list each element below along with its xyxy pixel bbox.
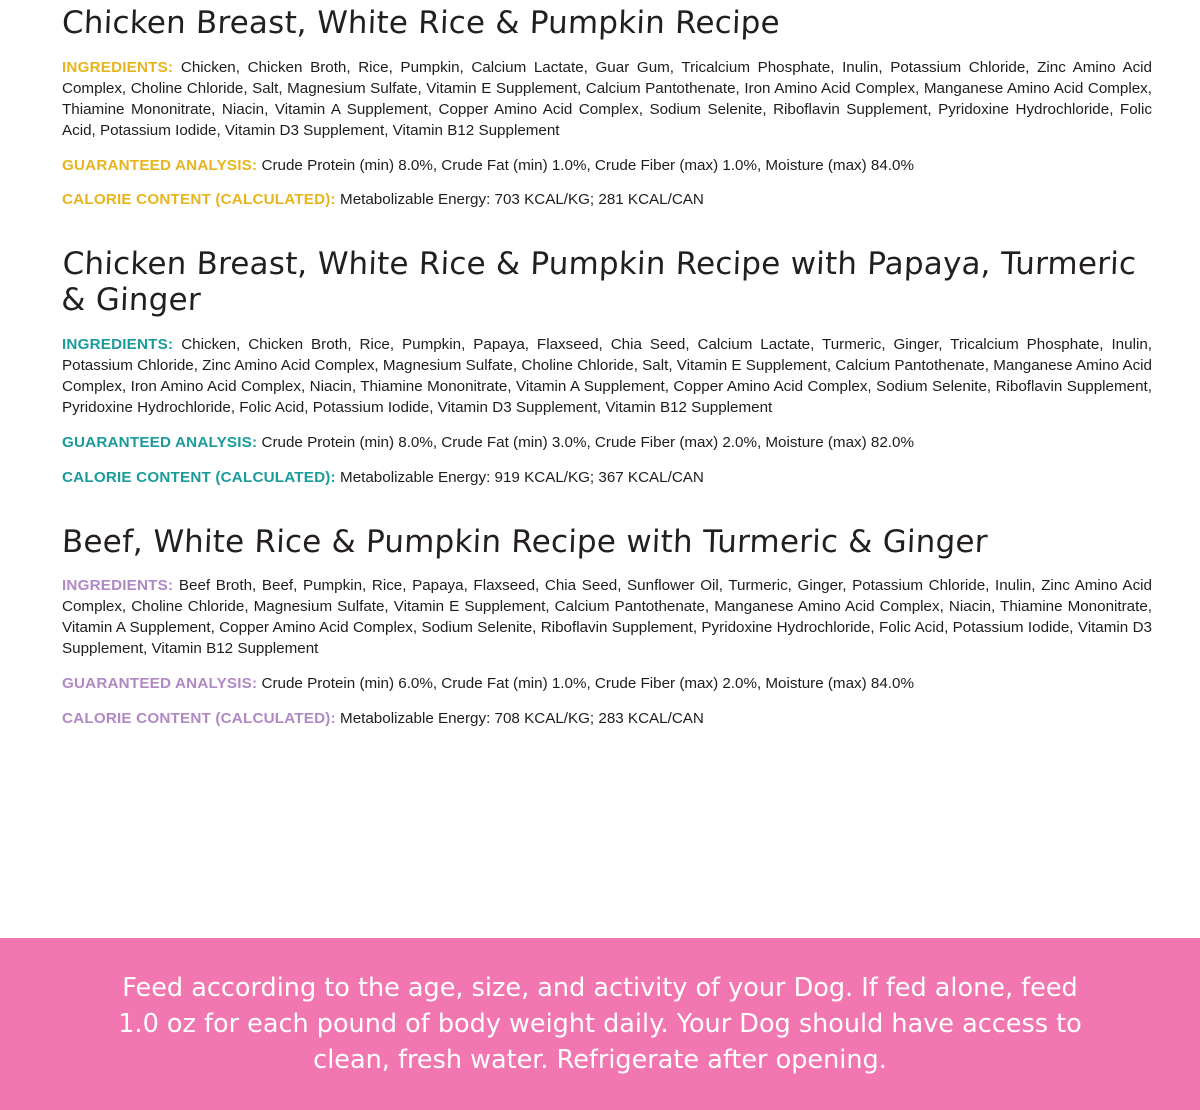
recipe-section-3 (62, 525, 1152, 730)
calorie-content-label: CALORIE CONTENT (CALCULATED): (62, 710, 336, 728)
ingredients-block (62, 576, 1152, 660)
calorie-content-block (62, 190, 1152, 211)
section-spacer (62, 225, 1152, 247)
recipe-title: Beef, White Rice & Pumpkin Recipe with Turmeric & Ginger (61, 523, 989, 560)
calorie-content-text: Metabolizable Energy: 703 KCAL/KG; 281 KCAL/CAN (340, 191, 704, 209)
ingredients-text: Chicken, Chicken Broth, Rice, Pumpkin, Papaya, Flaxseed, Chia Seed, Calcium Lactate, Turmeric, Ginger, Tricalcium Phosphate, Inulin, Potassium Chloride, Zinc Amino Acid Complex, Magnesium Sulfate, Choline Chloride, Salt, Vitamin E Supplement, Calcium Pantothenate, Manganese Amino Acid Complex, Iron Amino Acid Complex, Niacin, Thiamine Mononitrate, Vitamin A Supplement, Copper Amino Acid Complex, Sodium Selenite, Riboflavin Supplement, Pyridoxine Hydrochloride, Folic Acid, Potassium Iodide, Vitamin D3 Supplement, Vitamin B12 Supplement (62, 335, 1152, 416)
guaranteed-analysis-block (62, 156, 1152, 177)
calorie-content-label: CALORIE CONTENT (CALCULATED): (62, 191, 336, 209)
guaranteed-analysis-text: Crude Protein (min) 8.0%, Crude Fat (min) 3.0%, Crude Fiber (max) 2.0%, Moisture (max) 82.0% (261, 433, 914, 451)
calorie-content-text: Metabolizable Energy: 708 KCAL/KG; 283 KCAL/CAN (340, 710, 704, 728)
ingredients-block (62, 335, 1152, 419)
section-spacer (62, 503, 1152, 525)
calorie-content-text: Metabolizable Energy: 919 KCAL/KG; 367 KCAL/CAN (340, 468, 704, 486)
recipe-section-2 (62, 247, 1152, 488)
calorie-content-block (62, 468, 1152, 489)
ingredients-text: Chicken, Chicken Broth, Rice, Pumpkin, Calcium Lactate, Guar Gum, Tricalcium Phosphate, Inulin, Potassium Chloride, Zinc Amino Acid Complex, Choline Chloride, Salt, Magnesium Sulfate, Vitamin E Supplement, Calcium Pantothenate, Iron Amino Acid Complex, Manganese Amino Acid Complex, Thiamine Mononitrate, Niacin, Vitamin A Supplement, Copper Amino Acid Complex, Sodium Selenite, Riboflavin Supplement, Pyridoxine Hydrochloride, Folic Acid, Potassium Iodide, Vitamin D3 Supplement, Vitamin B12 Supplement (62, 58, 1152, 139)
ingredients-label: INGREDIENTS: (62, 335, 174, 353)
recipe-section-1 (62, 6, 1152, 211)
guaranteed-analysis-block (62, 433, 1152, 454)
calorie-content-block (62, 709, 1152, 730)
ingredients-block (62, 58, 1152, 142)
guaranteed-analysis-text: Crude Protein (min) 8.0%, Crude Fat (min) 1.0%, Crude Fiber (max) 1.0%, Moisture (max) 84.0% (261, 156, 914, 174)
guaranteed-analysis-label: GUARANTEED ANALYSIS: (62, 675, 258, 693)
guaranteed-analysis-text: Crude Protein (min) 6.0%, Crude Fat (min) 1.0%, Crude Fiber (max) 2.0%, Moisture (max) 84.0% (261, 675, 914, 693)
ingredients-label: INGREDIENTS: (62, 58, 174, 76)
recipe-title: Chicken Breast, White Rice & Pumpkin Recipe with Papaya, Turmeric & Ginger (60, 246, 1137, 319)
guaranteed-analysis-block (62, 674, 1152, 695)
guaranteed-analysis-label: GUARANTEED ANALYSIS: (62, 156, 258, 174)
ingredients-text: Beef Broth, Beef, Pumpkin, Rice, Papaya, Flaxseed, Chia Seed, Sunflower Oil, Turmeric, Ginger, Potassium Chloride, Inulin, Zinc Amino Acid Complex, Choline Chloride, Magnesium Sulfate, Vitamin E Supplement, Calcium Pantothenate, Manganese Amino Acid Complex, Niacin, Thiamine Mononitrate, Vitamin A Supplement, Copper Amino Acid Complex, Sodium Selenite, Riboflavin Supplement, Pyridoxine Hydrochloride, Folic Acid, Potassium Iodide, Vitamin D3 Supplement, Vitamin B12 Supplement (62, 577, 1152, 658)
feeding-instructions-text: Feed according to the age, size, and activity of your Dog. If fed alone, feed 1.0 oz for each pound of body weight daily. Your Dog should have access to clean, fresh water. Refrigerate after opening. (118, 972, 1082, 1076)
ingredients-label: INGREDIENTS: (62, 577, 174, 595)
feeding-instructions-banner (0, 938, 1200, 1110)
guaranteed-analysis-label: GUARANTEED ANALYSIS: (62, 433, 258, 451)
recipe-title: Chicken Breast, White Rice & Pumpkin Recipe (61, 5, 781, 41)
calorie-content-label: CALORIE CONTENT (CALCULATED): (62, 468, 336, 486)
